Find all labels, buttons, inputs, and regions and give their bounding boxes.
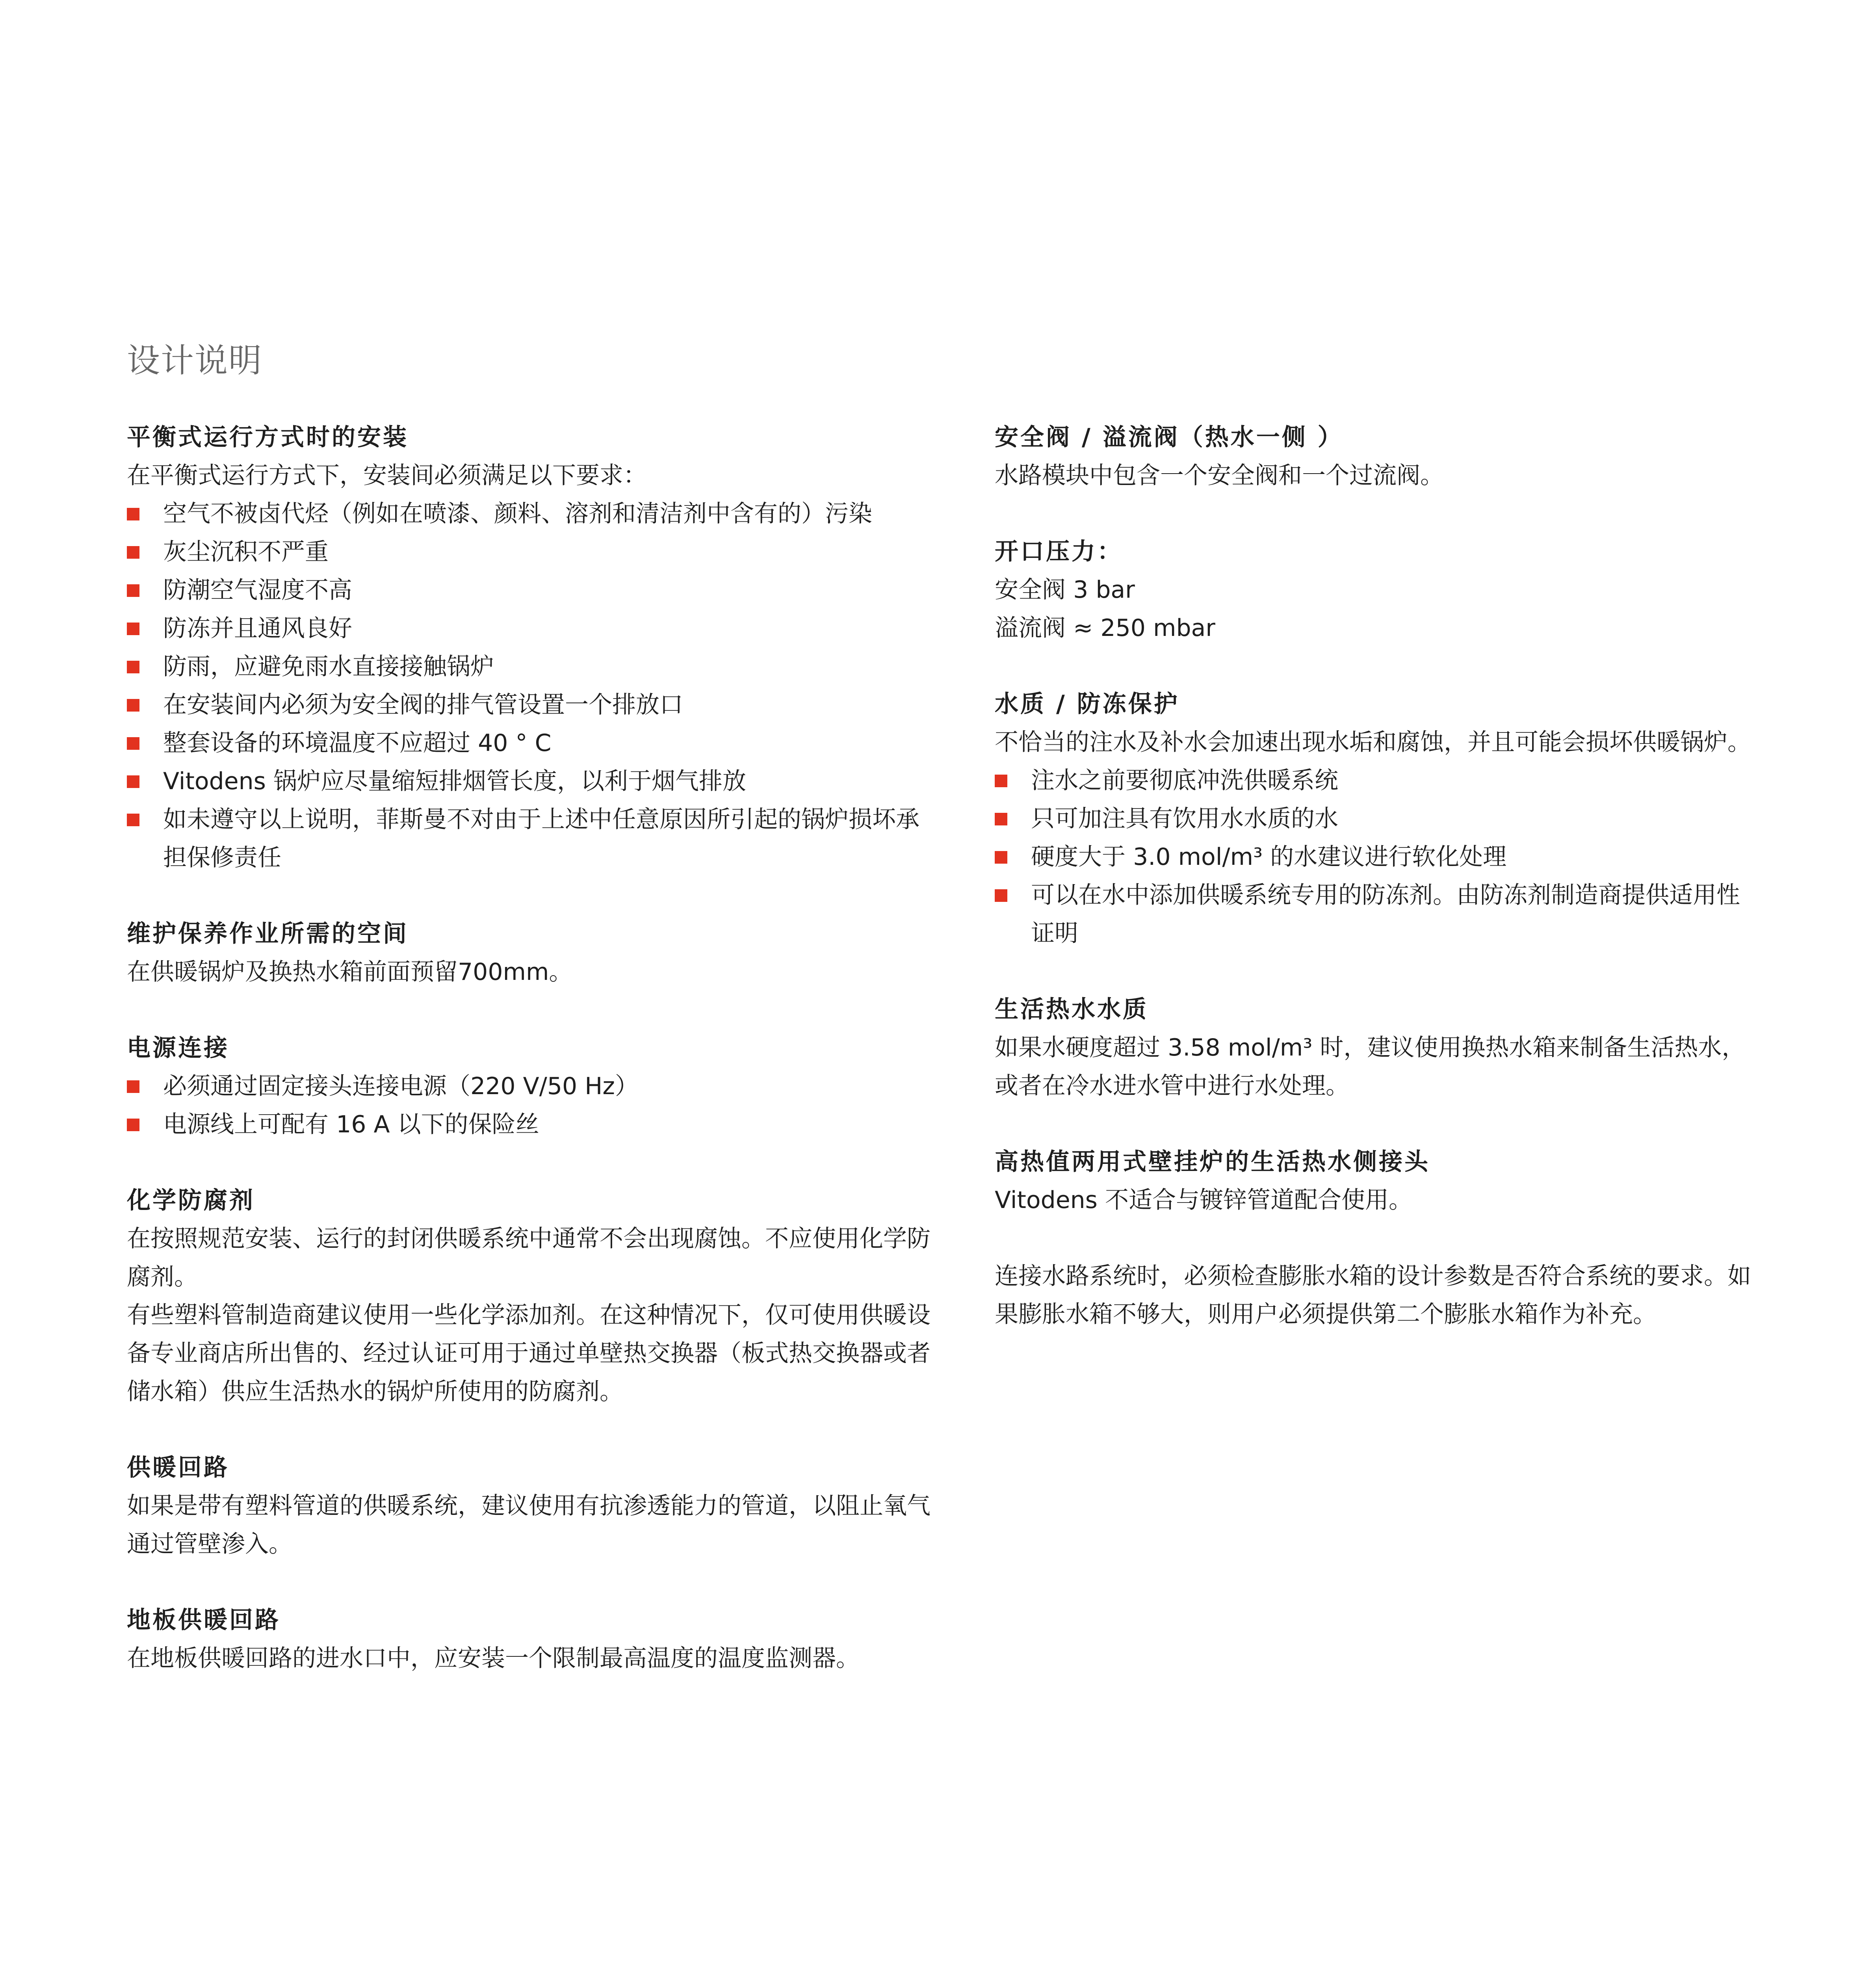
list-item [127, 686, 934, 724]
square-bullet-icon [127, 546, 139, 559]
list-item [127, 533, 934, 571]
section-text: 不恰当的注水及补水会加速出现水垢和腐蚀，并且可能会损坏供暖锅炉。 [995, 729, 1751, 756]
square-bullet-icon [127, 584, 139, 597]
overflow-valve-pressure: 溢流阀 ≈ 250 mbar [995, 614, 1215, 642]
section-intro: 在平衡式运行方式下，安装间必须满足以下要求： [127, 462, 647, 489]
square-bullet-icon [127, 1080, 139, 1093]
list-item-text: 必须通过固定接头连接电源（220 V/50 Hz） [163, 1072, 639, 1100]
square-bullet-icon [127, 623, 139, 635]
list-item [127, 1106, 934, 1144]
square-bullet-icon [127, 814, 139, 826]
section-text: 水路模块中包含一个安全阀和一个过流阀。 [995, 462, 1444, 489]
section-dhw-connection [995, 1143, 1755, 1219]
section-heading: 生活热水水质 [995, 996, 1148, 1023]
section-safety-valve [995, 418, 1755, 495]
list-item [127, 610, 934, 648]
square-bullet-icon [127, 1119, 139, 1131]
section-heading: 电源连接 [127, 1034, 229, 1062]
list-item-text: Vitodens 锅炉应尽量缩短排烟管长度，以利于烟气排放 [163, 768, 746, 795]
section-text: 如果是带有塑料管道的供暖系统，建议使用有抗渗透能力的管道，以阻止氧气通过管壁渗入。 [127, 1492, 931, 1558]
list-item [127, 1067, 934, 1106]
list-item-text: 硬度大于 3.0 mol/m³ 的水建议进行软化处理 [1031, 843, 1507, 871]
square-bullet-icon [995, 851, 1007, 864]
square-bullet-icon [127, 737, 139, 750]
section-text: 连接水路系统时，必须检查膨胀水箱的设计参数是否符合系统的要求。如果膨胀水箱不够大，则用户必须提供第二个膨胀水箱作为补充。 [995, 1262, 1751, 1328]
list-item-text: 防潮空气湿度不高 [163, 576, 352, 604]
section-text: Vitodens 不适合与镀锌管道配合使用。 [995, 1186, 1412, 1214]
section-heading: 供暖回路 [127, 1454, 229, 1481]
page-title: 设计说明 [127, 341, 263, 380]
list-item-text: 在安装间内必须为安全阀的排气管设置一个排放口 [163, 691, 683, 719]
section-text: 有些塑料管制造商建议使用一些化学添加剂。在这种情况下，仅可使用供暖设备专业商店所出售的、经过认证可用于通过单壁热交换器（板式热交换器或者储水箱）供应生活热水的锅炉所使用的防腐剂。 [127, 1301, 931, 1405]
square-bullet-icon [127, 508, 139, 520]
list-item-text: 只可加注具有饮用水水质的水 [1031, 805, 1338, 833]
section-water-quality [995, 685, 1755, 953]
list-item [127, 724, 934, 762]
requirement-list [127, 495, 934, 877]
list-item-text: 灰尘沉积不严重 [163, 538, 329, 566]
list-item-text: 电源线上可配有 16 A 以下的保险丝 [163, 1111, 539, 1138]
section-heading: 化学防腐剂 [127, 1187, 255, 1214]
square-bullet-icon [127, 661, 139, 673]
section-heading: 维护保养作业所需的空间 [127, 920, 409, 948]
section-heading: 水质 / 防冻保护 [995, 690, 1179, 718]
section-heading: 安全阀 / 溢流阀（热水一侧 ） [995, 424, 1343, 451]
list-item [127, 762, 934, 801]
water-quality-list [995, 762, 1755, 953]
section-opening-pressure [995, 533, 1755, 647]
left-column [127, 418, 934, 1715]
square-bullet-icon [995, 813, 1007, 825]
list-item-text: 防冻并且通风良好 [163, 615, 352, 642]
list-item-text: 防雨，应避免雨水直接接触锅炉 [163, 653, 494, 680]
section-heading: 开口压力： [995, 538, 1123, 565]
list-item-text: 可以在水中添加供暖系统专用的防冻剂。由防冻剂制造商提供适用性证明 [1031, 881, 1740, 947]
safety-valve-pressure: 安全阀 3 bar [995, 576, 1135, 604]
section-floor-heating [127, 1601, 934, 1678]
section-text: 在按照规范安装、运行的封闭供暖系统中通常不会出现腐蚀。不应使用化学防腐剂。 [127, 1225, 931, 1291]
section-maintenance-space [127, 915, 934, 991]
list-item-text: 注水之前要彻底冲洗供暖系统 [1031, 767, 1338, 794]
section-balanced-installation [127, 418, 934, 877]
list-item-text: 整套设备的环境温度不应超过 40 ° C [163, 729, 552, 757]
list-item [995, 762, 1755, 800]
list-item [127, 571, 934, 610]
section-chemical-anticorrosion [127, 1182, 934, 1411]
list-item [127, 801, 934, 877]
list-item-text: 空气不被卤代烃（例如在喷漆、颜料、溶剂和清洁剂中含有的）污染 [163, 500, 872, 528]
section-dhw-quality [995, 991, 1755, 1105]
list-item [995, 838, 1755, 876]
section-heading: 平衡式运行方式时的安装 [127, 424, 409, 451]
section-expansion-vessel [995, 1257, 1755, 1334]
square-bullet-icon [995, 775, 1007, 787]
list-item [995, 800, 1755, 838]
list-item [127, 648, 934, 686]
section-power-connection [127, 1029, 934, 1144]
right-column [995, 418, 1755, 1372]
list-item [995, 876, 1755, 953]
section-text: 如果水硬度超过 3.58 mol/m³ 时，建议使用换热水箱来制备生活热水，或者在冷水进水管中进行水处理。 [995, 1034, 1746, 1100]
square-bullet-icon [127, 699, 139, 712]
square-bullet-icon [127, 775, 139, 788]
square-bullet-icon [995, 889, 1007, 902]
section-heating-circuit [127, 1449, 934, 1563]
section-heading: 高热值两用式壁挂炉的生活热水侧接头 [995, 1148, 1430, 1176]
power-list [127, 1067, 934, 1144]
section-text: 在地板供暖回路的进水口中，应安装一个限制最高温度的温度监测器。 [127, 1645, 860, 1672]
section-text: 在供暖锅炉及换热水箱前面预留700mm。 [127, 958, 573, 986]
list-item [127, 495, 934, 533]
list-item-text: 如未遵守以上说明，菲斯曼不对由于上述中任意原因所引起的锅炉损坏承担保修责任 [163, 806, 919, 872]
section-heading: 地板供暖回路 [127, 1606, 280, 1634]
